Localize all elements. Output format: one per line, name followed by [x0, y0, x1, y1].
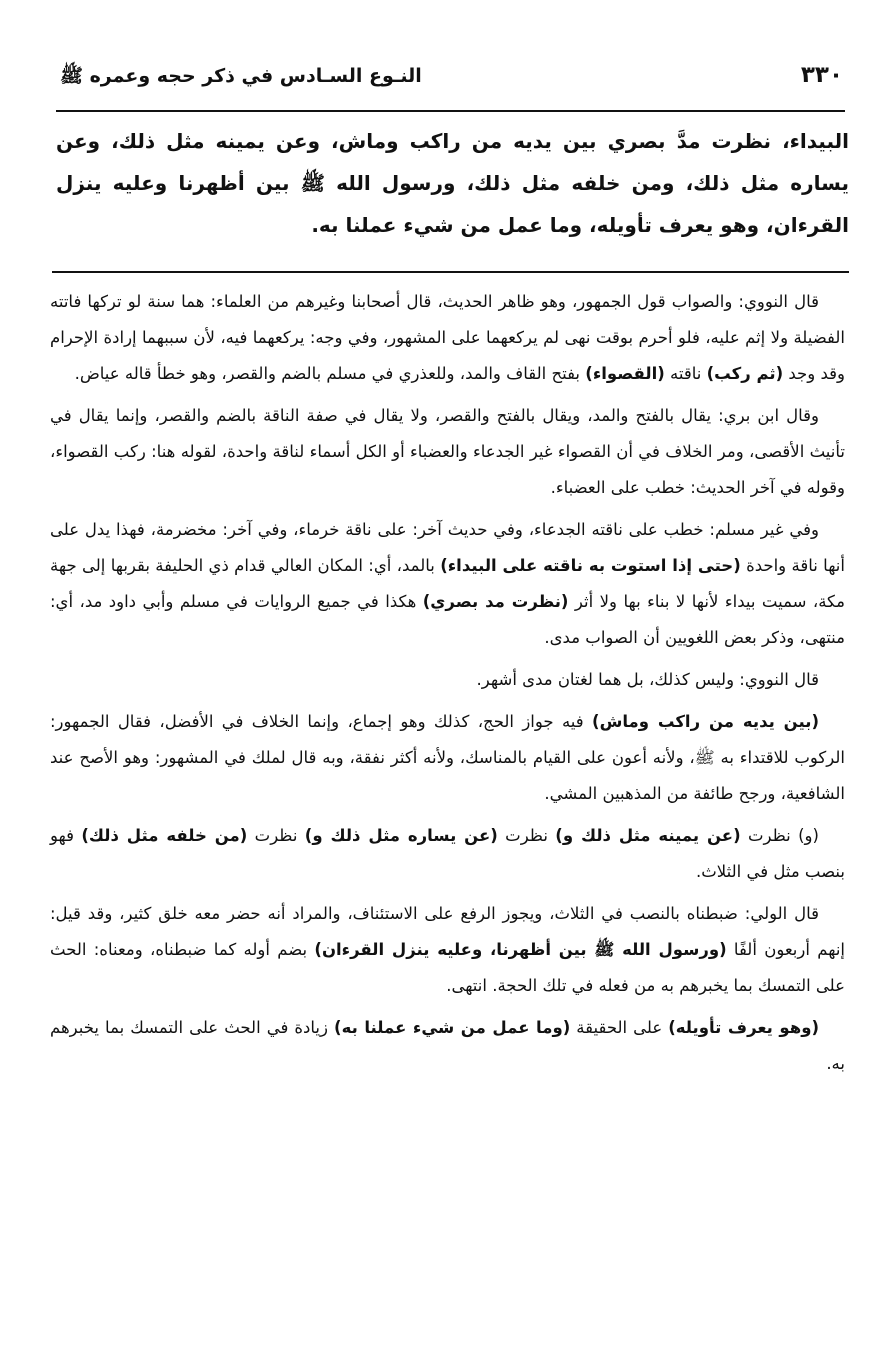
paragraph-text: قال النووي: وليس كذلك، بل هما لغتان مدى أشهر. — [476, 670, 819, 689]
commentary-paragraph — [50, 1010, 845, 1082]
quoted-phrase: (وهو يعرف تأويله) — [668, 1018, 820, 1037]
commentary-divider — [52, 271, 849, 273]
paragraph-text: ناقته — [664, 364, 707, 383]
page-number: ٣٣٠ — [800, 62, 843, 88]
commentary-paragraph — [50, 398, 845, 506]
commentary-paragraph — [50, 818, 845, 890]
paragraph-text: على الحقيقة — [570, 1018, 669, 1037]
paragraph-text: (و) نظرت — [740, 826, 819, 845]
quoted-phrase: (وما عمل من شيء عملنا به) — [334, 1018, 571, 1037]
quoted-phrase: (ورسول الله ﷺ بين أظهرنا، وعليه ينزل القرءان) — [314, 940, 727, 959]
quoted-phrase: (حتى إذا استوت به ناقته على البيداء) — [440, 556, 741, 575]
commentary-paragraph — [50, 512, 845, 656]
header-divider — [56, 110, 845, 112]
commentary-paragraph — [50, 896, 845, 1004]
quoted-phrase: (ثم ركب) — [706, 364, 784, 383]
paragraph-text: هكذا في جميع الروايات في مسلم وأبي داود مد، أي: منتهى، وذكر بعض اللغويين أن الصواب مدى. — [50, 592, 845, 647]
quoted-phrase: (من خلفه مثل ذلك) — [81, 826, 248, 845]
paragraph-text: زيادة في الحث على التمسك بما يخبرهم به. — [50, 1018, 845, 1073]
paragraph-text: بضم أوله كما ضبطناه، ومعناه: الحث على التمسك بما يخبرهم به من فعله في تلك الحجة. انتهى. — [50, 940, 845, 995]
paragraph-text: وفي غير مسلم: خطب على ناقته الجدعاء، وفي حديث آخر: على ناقة خرماء، وفي آخر: مخضرمة، فهذا يدل على أنها ناقة واحدة — [50, 520, 845, 575]
running-title: النـوع السـادس في ذكر حجه وعمره ﷺ — [60, 65, 422, 87]
paragraph-text: قال النووي: والصواب قول الجمهور، وهو ظاهر الحديث، قال أصحابنا وغيرهم من العلماء: هما سنة لو تركها فاتته الفضيلة ولا إثم عليه، فلو أحرم بوقت نهى لم يركعهما على المشهور، وفي وجه: يركعهما فيه، لأن سببهما إرادة الإحرام وقد وجد — [50, 292, 845, 383]
commentary-paragraph — [50, 662, 845, 698]
quoted-phrase: (القصواء) — [585, 364, 665, 383]
page-header — [60, 58, 843, 102]
hadith-main-text: البيداء، نظرت مدَّ بصري بين يديه من راكب وماش، وعن يمينه مثل ذلك، وعن يساره مثل ذلك، ومن خلفه مثل ذلك، ورسول الله ﷺ بين أظهرنا وعليه ينزل القرءان، وهو يعرف تأويله، وما عمل من شيء عملنا به. — [56, 129, 849, 237]
quoted-phrase: (عن يساره مثل ذلك و) — [304, 826, 498, 845]
quoted-phrase: (عن يمينه مثل ذلك و) — [555, 826, 741, 845]
paragraph-text: فيه جواز الحج، كذلك وهو إجماع، وإنما الخلاف في الأفضل، فقال الجمهور: الركوب للاقتداء به ﷺ، ولأنه أعون على القيام بالمناسك، ولأنه أكثر نفقة، وبه قال لملك في المشهور: وهو الأصح عند الشافعية، ورجح طائفة من المذهبين المشي. — [50, 712, 845, 803]
commentary-paragraph — [50, 704, 845, 812]
paragraph-text: بالمد، أي: المكان العالي قدام ذي الحليفة بقربها إلى جهة مكة، سميت بيداء لأنها لا بناء بها ولا أثر — [50, 556, 845, 611]
paragraph-text: وقال ابن بري: يقال بالفتح والمد، ويقال بالفتح والقصر، ولا يقال في صفة الناقة بالضم والقصر، وإنما يقال في تأنيث الأقصى، ومر الخلاف في أن القصواء غير الجدعاء والعضباء أو الكل أسماء لناقة واحدة، لقوله هنا: ركب القصواء، وقوله في آخر الحديث: خطب على العضباء. — [50, 406, 845, 497]
quoted-phrase: (بين يديه من راكب وماش) — [592, 712, 819, 731]
quoted-phrase: (نظرت مد بصري) — [422, 592, 569, 611]
paragraph-text: قال الولي: ضبطناه بالنصب في الثلاث، ويجوز الرفع على الاستئناف، والمراد أنه حضر معه خلق كثير، وقد قيل: إنهم أربعون ألفًا — [50, 904, 845, 959]
paragraph-text: فهو بنصب مثل في الثلاث. — [50, 826, 845, 881]
paragraph-text: نظرت — [497, 826, 556, 845]
commentary-paragraph — [50, 284, 845, 392]
commentary-section — [50, 284, 845, 1088]
paragraph-text: نظرت — [247, 826, 305, 845]
paragraph-text: بفتح القاف والمد، وللعذري في مسلم بالضم والقصر، وهو خطأ قاله عياض. — [74, 364, 586, 383]
